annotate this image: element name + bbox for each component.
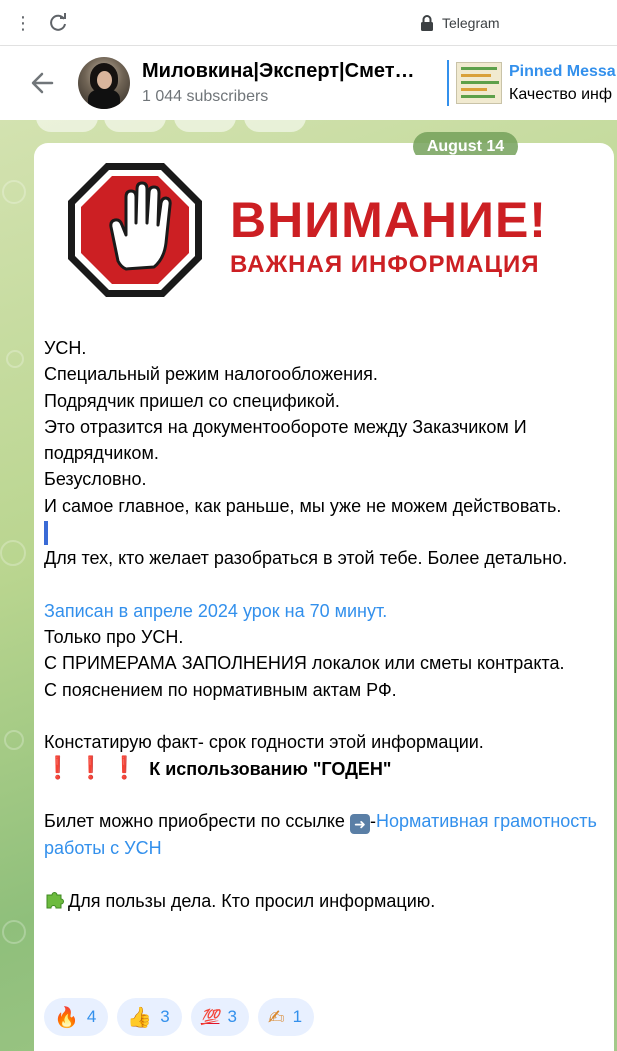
reload-icon[interactable]	[46, 11, 70, 35]
reaction-count: 1	[292, 1007, 303, 1026]
blank-line	[44, 782, 600, 808]
dash-text: -	[369, 811, 376, 832]
fire-icon: 🔥	[54, 1005, 79, 1029]
ticket-line	[44, 808, 600, 861]
pinned-thumbnail[interactable]	[456, 62, 502, 104]
text-line: С пояснением по нормативным актам РФ.	[44, 679, 397, 700]
right-arrow-icon: ➜	[350, 814, 370, 834]
blank-line	[44, 703, 600, 729]
lock-icon	[420, 15, 434, 31]
reaction-thumbs-up[interactable]	[117, 998, 181, 1036]
exclamation-icons: ❗❗❗	[44, 755, 145, 781]
stop-hand-icon	[66, 161, 204, 299]
address-bar[interactable]	[420, 11, 617, 35]
closing-line	[44, 887, 600, 914]
reaction-count: 3	[160, 1007, 170, 1026]
date-badge: August 14	[413, 132, 518, 161]
pinned-message-title[interactable]: Pinned Messa	[509, 63, 616, 80]
verdict-text: К использованию "ГОДЕН"	[149, 759, 392, 780]
pinned-message-text[interactable]: Качество инф	[509, 86, 613, 103]
text-line: И самое главное, как раньше, мы уже не можем действовать.	[44, 495, 562, 516]
url-text: Telegram	[442, 15, 500, 31]
reactions-bar	[44, 998, 314, 1036]
subscriber-count: 1 044 subscribers	[142, 88, 269, 105]
text-line: Для тех, кто желает разобраться в этой тебе. Более детально.	[44, 548, 568, 569]
lesson-link-text[interactable]: Записан в апреле 2024 урок на 70 минут.	[44, 600, 388, 621]
text-line: С ПРИМЕРАМА ЗАПОЛНЕНИЯ локалок или сметы контракта.	[44, 653, 565, 674]
puzzle-icon	[44, 887, 68, 911]
previous-reaction[interactable]	[36, 120, 98, 132]
text-line: Специальный режим налогообложения.	[44, 364, 378, 385]
text-line: Только про УСН.	[44, 626, 184, 647]
thumbs-up-icon: 👍	[127, 1005, 153, 1029]
text-cursor-line	[44, 519, 600, 545]
text-line: Подрядчик пришел со спецификой.	[44, 390, 340, 411]
reaction-hundred[interactable]	[191, 998, 249, 1036]
menu-dots-icon[interactable]: ⋮	[14, 13, 32, 33]
course-link[interactable]: Нормативная грамотность работы с УСН	[44, 811, 597, 858]
text-cursor-icon	[44, 521, 48, 545]
blank-line	[44, 861, 600, 887]
channel-avatar[interactable]	[78, 57, 130, 109]
back-arrow-icon[interactable]	[26, 66, 60, 100]
closing-text: Для пользы дела. Кто просил информацию.	[68, 891, 436, 912]
warning-banner-image[interactable]	[58, 155, 598, 325]
text-line: УСН.	[44, 338, 87, 358]
reaction-count: 3	[227, 1007, 237, 1026]
message-text	[44, 335, 600, 914]
banner-title: ВНИМАНИЕ!	[230, 192, 547, 248]
ticket-text: Билет можно приобрести по ссылке	[44, 811, 350, 832]
reaction-fire[interactable]	[44, 998, 108, 1036]
writing-hand-icon: ✍	[267, 1005, 285, 1029]
hundred-points-icon: 💯	[200, 1007, 220, 1026]
channel-header	[0, 46, 617, 120]
reaction-writing-hand[interactable]	[258, 998, 314, 1036]
blank-line	[44, 572, 600, 598]
previous-reaction[interactable]	[104, 120, 166, 132]
reaction-count: 4	[86, 1007, 97, 1026]
previous-reaction[interactable]	[244, 120, 306, 132]
text-line: Констатирую факт- срок годности этой информации.	[44, 731, 484, 752]
verdict-line	[44, 755, 600, 782]
browser-toolbar	[0, 0, 617, 46]
channel-title[interactable]: Миловкина|Эксперт|Смет…	[142, 60, 415, 82]
banner-subtitle: ВАЖНАЯ ИНФОРМАЦИЯ	[230, 251, 540, 278]
pinned-divider	[447, 60, 449, 106]
previous-reaction[interactable]	[174, 120, 236, 132]
text-line: Это отразится на документообороте между Заказчиком И подрядчиком.	[44, 416, 527, 464]
text-line: Безусловно.	[44, 469, 147, 490]
